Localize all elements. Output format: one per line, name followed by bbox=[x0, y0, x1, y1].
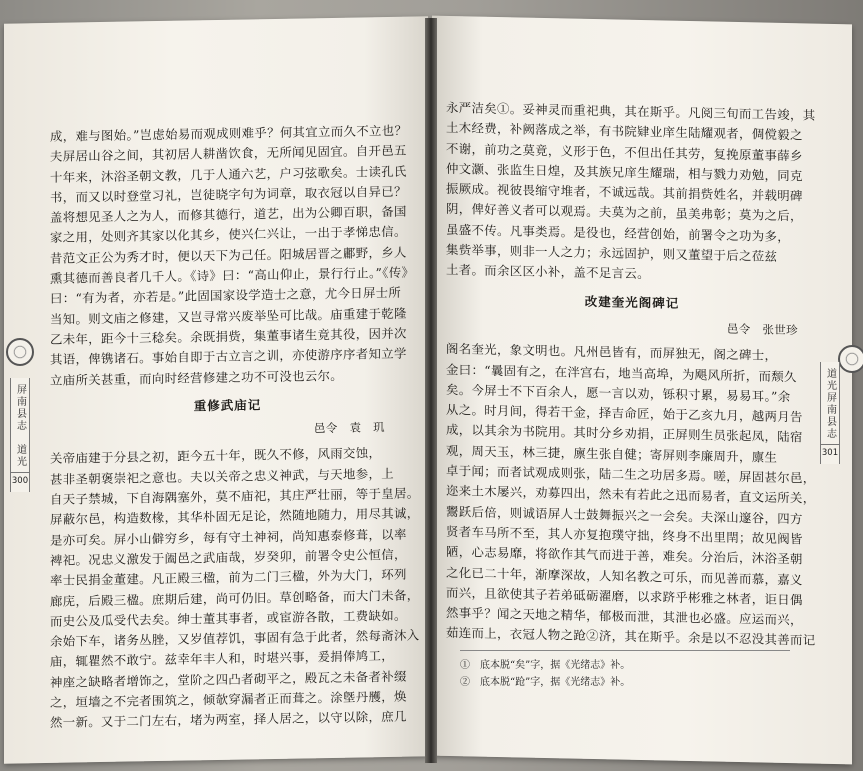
left-page-text bbox=[50, 121, 420, 734]
text-line: 余始下车，诸务丛脞，又岁值荐饥，事固有急于此者，然每斋沐入 bbox=[50, 627, 420, 650]
text-line: 其语，俾镌诸石。事始自即于古立言之训，亦使游序序者知立学 bbox=[50, 345, 407, 368]
text-line: 夫屏居山谷之间，其初居人耕凿饮食，无所闻见固宜。自开邑五 bbox=[50, 142, 407, 165]
text-line: 家之用，处则齐其家以化其乡，使兴仁兴让，一出于孝悌忠信。 bbox=[50, 224, 407, 246]
ornament-icon bbox=[838, 345, 863, 373]
text-line: 永严洁矣①。妥神灵而重祀典，其在斯乎。凡阅三旬而工告竣，其 bbox=[446, 99, 816, 123]
text-line: 而史公及瓜受代去矣。绅士董其事者，或宦游各散，工费缺如。 bbox=[50, 607, 407, 629]
text-line: 迩来土木屡兴，劝募四出，然未有若此之迅而易者，直文运所关， bbox=[446, 483, 816, 506]
text-line: 昔范文正公为秀才时，便以天下为己任。阳城居晋之鄘野，乡人 bbox=[50, 244, 407, 266]
right-page-text bbox=[446, 98, 818, 652]
right-page-number: 301 bbox=[821, 444, 839, 460]
text-line: 陋，心志易靡，将欲作其气而进于善，难矣。分治后，沐浴圣朝 bbox=[446, 544, 803, 567]
text-line: 贤者车马所不至，其人亦复抱璞守拙，终身不出里閈；故见阀皆 bbox=[446, 523, 803, 547]
text-line: 裨祀。况忠义激发于阖邑之武庙哉，岁癸卯，前署令史公恒信， bbox=[50, 546, 407, 568]
left-page bbox=[4, 16, 428, 763]
left-running-head bbox=[10, 378, 30, 492]
text-line: 茹连而上，衣冠人物之跄②济，其在斯乎。余是以不忍没其善而记 bbox=[446, 625, 816, 649]
text-line: 土者。而余区区小补，盖不足言云。 bbox=[446, 262, 650, 282]
text-line: 振厥成。视彼畏缩守堆者，不诚远哉。其前捐赀姓名，并载明碑 bbox=[446, 181, 803, 204]
right-running-head bbox=[820, 362, 840, 464]
left-page-number: 300 bbox=[11, 472, 29, 488]
text-line: 神座之缺略者增饰之，堂阶之四凸者砌平之，殿瓦之未备者补缀 bbox=[50, 668, 407, 690]
text-line: 从之。时月间，得若干金，择吉命匠，始于乙亥九月，越两月告 bbox=[446, 402, 803, 425]
section-author: 邑令 袁 玑 bbox=[313, 420, 385, 436]
text-line: 矣。今屏士不下百余人，愿一言以劝，铄积寸累，易易耳。”余 bbox=[446, 381, 791, 404]
text-line: 之化已二十年，渐摩深故，人知名教之可乐，而见善而慕，嘉义 bbox=[446, 564, 803, 587]
section-heading: 改建奎光阁碑记 bbox=[584, 293, 680, 311]
footnotes bbox=[460, 650, 790, 691]
text-line: 立庙所关甚重，而向时经营修建之功不可没也云尔。 bbox=[50, 367, 344, 388]
text-line: 而兴，且欲使其子若弟砥砺濯磨，以求跻乎彬雅之林者，讵日偶 bbox=[446, 584, 803, 608]
text-line: 成，以其余为书院用。其时分乡劝捐，正屏则生员张起凤，陆宿 bbox=[446, 422, 803, 445]
text-line: 阁名奎光，象文明也。凡州邑皆有，而屏独无，阁之碑士， bbox=[446, 341, 778, 364]
book-gutter bbox=[425, 18, 437, 763]
text-line: 观，周天玉，林三捷，廪生张自健；寄屏则李廉周升，廪生 bbox=[446, 442, 778, 465]
text-line: 成，难与图始。”岂虑始易而观成则难乎？何其宜立而久不立也？ bbox=[50, 122, 408, 144]
left-running-head-title: 屏南县志 道光 bbox=[14, 384, 26, 468]
text-line: 当知。则文庙之修建，又岂寻常兴废举坠可比哉。庙重建于乾隆 bbox=[50, 305, 407, 327]
text-line: 屏蔽尔邑，构造数椽，其华朴固无足论，然随地随力，用尽其诚， bbox=[50, 505, 420, 528]
text-line: 自天子禁城，下自海隅塞外，莫不庙祀，其庄严壮丽，等于皇居。 bbox=[50, 485, 420, 507]
footnote: ① 底本脱“矣”字，据《光绪志》补。 bbox=[460, 660, 631, 671]
text-line: 曰：“有为者，亦若是。”此固国家设学造士之意，尤今日屏士所 bbox=[50, 285, 402, 307]
text-line: 集赀举事，则非一人之力；永远固护，则又董望于后之莅兹 bbox=[446, 241, 778, 264]
text-line: 金曰：“曩固有之，在泮宫右，地当高埠，为飓风所折，而颓久 bbox=[446, 361, 797, 384]
text-line: 盖将想见圣人之为人，而修其德行，道艺，出为公卿百职，备国 bbox=[50, 203, 407, 226]
text-line: 不谢，前功之莫竟，义形于色，不但出任其劳，复挽原董事薛乡 bbox=[446, 140, 803, 163]
text-line: 率士民捐金董建。凡正殿三楹，前为二门三楹，外为大门，环列 bbox=[50, 566, 407, 589]
text-line: 仲文灏、张监生日煌，及其族兄庠生耀瑞，相与戮力劝勉，同克 bbox=[446, 160, 803, 184]
text-line: 庙，辄瞿然不敢宁。兹幸年丰人和，时堪兴事，爰捐俸鸠工， bbox=[50, 648, 394, 670]
ornament-icon bbox=[6, 338, 34, 366]
text-line: 廊庑，后殿三楹。庶期后建，尚可仍旧。草创略备，而大门未备， bbox=[50, 586, 420, 609]
text-line: 十年来，沐浴圣朝文教，几于人通六艺，户习弦歌矣。士读孔氏 bbox=[50, 163, 407, 185]
text-line: 土木经费，补阙落成之举，有书院肄业庠生陆耀观者，倜傥毅之 bbox=[446, 120, 803, 143]
text-line: 书，而又以时登堂习礼，岂徒晓字句为词章，取衣冠以自异已？ bbox=[50, 183, 407, 205]
text-line: 鬻跃后倍，则诚语屏人士鼓舞振兴之一会矣。夫深山邃谷，四方 bbox=[446, 503, 803, 527]
text-line: 阴，俾好善义者可以观焉。夫莫为之前，虽美弗彰；莫为之后， bbox=[446, 201, 803, 224]
text-line: 之，垣墙之不完者围筑之，倾欹穿漏者正而葺之。涂墍丹雘，焕 bbox=[50, 688, 407, 710]
text-line: 乙未年，距今十三稔矣。余既捐赀，集董事诸生竟其役，因并次 bbox=[50, 325, 407, 347]
text-line: 然一新。又于二门左右，堵为两室，择人居之，以守以除，庶几 bbox=[50, 708, 407, 731]
footnote: ② 底本脱“跄”字，据《光绪志》补。 bbox=[460, 677, 631, 688]
section-author: 邑令 张世珍 bbox=[726, 321, 798, 338]
text-line: 关帝庙建于分县之初，距今五十年，既久不修，风雨交蚀， bbox=[50, 445, 382, 467]
text-line: 然事乎？闻之天地之精华，郁极而泄，其泄也必盛。应运而兴， bbox=[446, 605, 803, 628]
right-running-head-title: 道光屏南县志 bbox=[824, 368, 836, 440]
text-line: 熏其德而善良者几千人。《诗》曰：“高山仰止，景行行止。”《传》 bbox=[50, 264, 415, 286]
text-line: 是亦可矣。屏小山僻穷乡，每有守土神祠，尚知惠泰修葺，以率 bbox=[50, 526, 407, 548]
section-heading: 重修武庙记 bbox=[193, 397, 262, 414]
text-line: 甚非圣朝褒崇祀之意也。夫以关帝之忠义神武，与天地参，上 bbox=[50, 465, 394, 487]
text-line: 虽盛不传。凡事类焉。是役也，经营创始，前署令之功为多， bbox=[446, 221, 790, 244]
text-line: 卓于闻；而者试观成则张，陆二生之功居多焉。嗟，屏固甚尔邑， bbox=[446, 462, 816, 486]
